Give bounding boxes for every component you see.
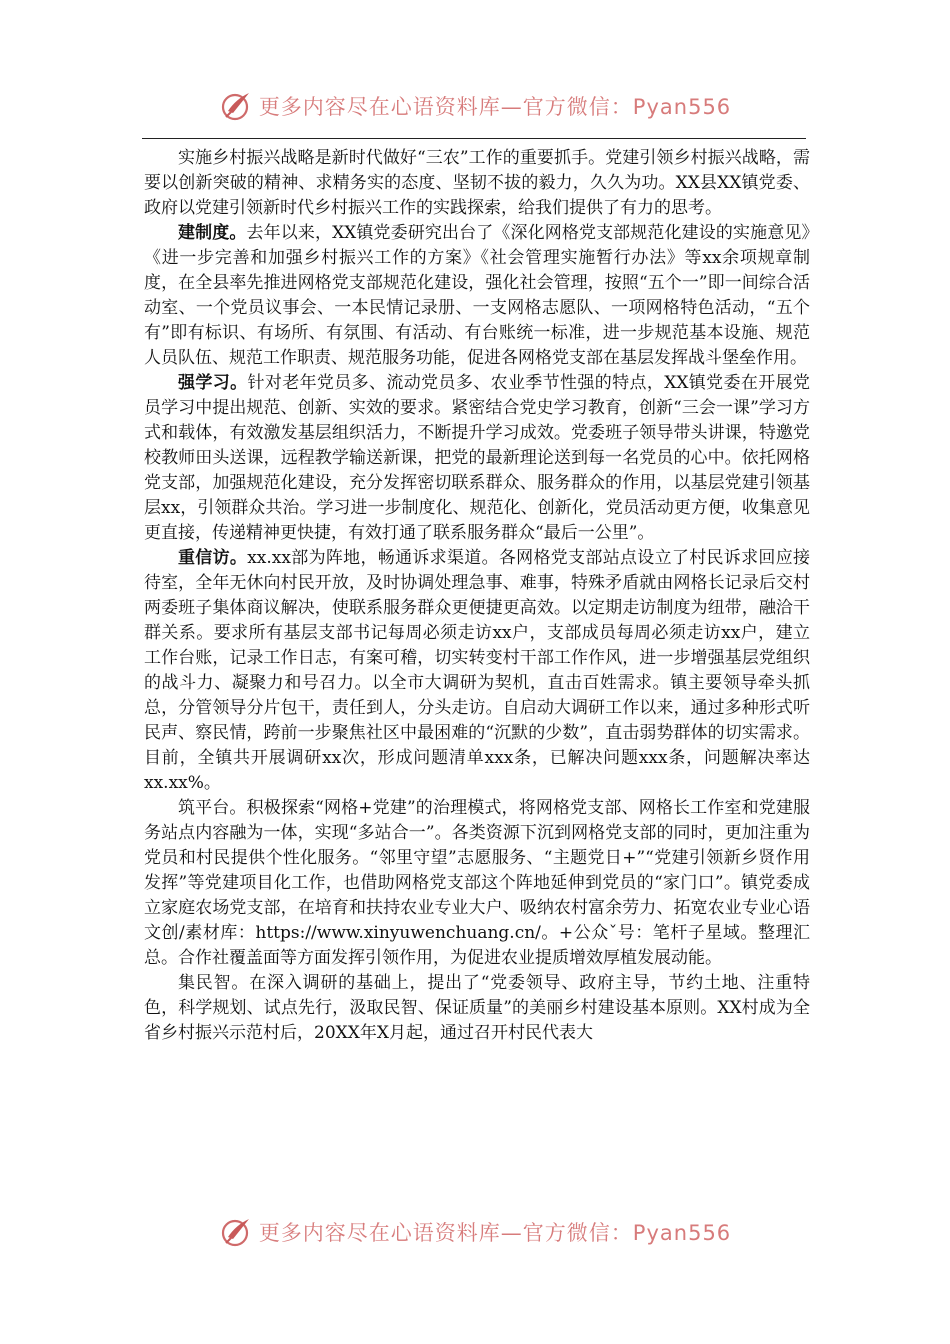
article-body: [144, 146, 810, 1046]
paragraph-zhongxinfang: 重信访。xx.xx部为阵地，畅通诉求渠道。各网格党支部站点设立了村民诉求回应接待室，全年无休向村民开放，及时协调处理急事、难事，特殊矛盾就由网格长记录后交村两委班子集体商议解决，使联系服务群众更便捷更高效。以定期走访制度为纽带，融洽干群关系。要求所有基层支部书记每周必须走访xx户，支部成员每周必须走访xx户，建立工作台账，记录工作日志，有案可稽，切实转变村干部工作作风，进一步增强基层党组织的战斗力、凝聚力和号召力。以全市大调研为契机，直击百姓需求。镇主要领导牵头抓总，分管领导分片包干，责任到人，分头走访。自启动大调研工作以来，通过多种形式听民声、察民情，跨前一步聚焦社区中最困难的“沉默的少数”，直击弱势群体的切实需求。目前，全镇共开展调研xx次，形成问题清单xxx条，已解决问题xxx条，问题解决率达xx.xx%。: [144, 548, 811, 793]
paragraph-qiangxuexi: 强学习。针对老年党员多、流动党员多、农业季节性强的特点，XX镇党委在开展党员学习中提出规范、创新、实效的要求。紧密结合党史学习教育，创新“三会一课”学习方式和载体，有效激发基层组织活力，不断提升学习成效。党委班子领导带头讲课，特邀党校教师田头送课，远程教学输送新课，把党的最新理论送到每一名党员的心中。依托网格党支部，加强规范化建设，充分发挥密切联系群众、服务群众的作用，以基层党建引领基层xx，引领群众共治。学习进一步制度化、规范化、创新化，党员活动更方便，收集意见更直接，传递精神更快捷，有效打通了联系服务群众“最后一公里”。: [144, 373, 810, 543]
footer-watermark-text: 更多内容尽在心语资料库—官方微信：Pyan556: [258, 1221, 732, 1245]
paragraph-lead: 建制度。: [178, 223, 247, 243]
quill-logo-icon: [219, 1215, 253, 1249]
paragraph-jiminzhi: 集民智。在深入调研的基础上，提出了“党委领导、政府主导，节约土地、注重特色，科学规划、试点先行，汲取民智、保证质量”的美丽乡村建设基本原则。XX村成为全省乡村振兴示范村后，20XX年X月起，通过召开村民代表大: [144, 973, 810, 1043]
paragraph-lead: 重信访。: [178, 548, 248, 568]
header-watermark: [0, 86, 950, 126]
paragraph-intro: 实施乡村振兴战略是新时代做好“三农”工作的重要抓手。党建引领乡村振兴战略，需要以创新突破的精神、求精务实的态度、坚韧不拔的毅力，久久为功。XX县XX镇党委、政府以党建引领新时代乡村振兴工作的实践探索，给我们提供了有力的思考。: [144, 148, 810, 218]
quill-logo-icon: [219, 89, 253, 123]
paragraph-jianzhidu: 建制度。去年以来，XX镇党委研究出台了《深化网格党支部规范化建设的实施意见》《进一步完善和加强乡村振兴工作的方案》《社会管理实施暂行办法》等xx余项规章制度，在全县率先推进网格党支部规范化建设，强化社会管理，按照“五个一”即一间综合活动室、一个党员议事会、一本民情记录册、一支网格志愿队、一项网格特色活动，“五个有”即有标识、有场所、有氛围、有活动、有台账统一标准，进一步规范基本设施、规范人员队伍、规范工作职责、规范服务功能，促进各网格党支部在基层发挥战斗堡垒作用。: [144, 223, 810, 368]
header-divider: [142, 138, 806, 139]
paragraph-zhupingtai: 筑平台。积极探索“网格+党建”的治理模式，将网格党支部、网格长工作室和党建服务站点内容融为一体，实现“多站合一”。各类资源下沉到网格党支部的同时，更加注重为党员和村民提供个性化服务。“邻里守望”志愿服务、“主题党日+”“党建引领新乡贤作用发挥”等党建项目化工作，也借助网格党支部这个阵地延伸到党员的“家门口”。镇党委成立家庭农场党支部，在培育和扶持农业专业大户、吸纳农村富余劳力、拓宽农业专业心语文创/素材库：https://www.xinyuwenchuang.cn/。+公众ˇ号：笔杆子星域。整理汇总。合作社覆盖面等方面发挥引领作用，为促进农业提质增效厚植发展动能。: [144, 798, 810, 968]
header-watermark-text: 更多内容尽在心语资料库—官方微信：Pyan556: [258, 95, 732, 119]
paragraph-lead: 强学习。: [178, 373, 248, 393]
footer-watermark: [0, 1212, 950, 1252]
